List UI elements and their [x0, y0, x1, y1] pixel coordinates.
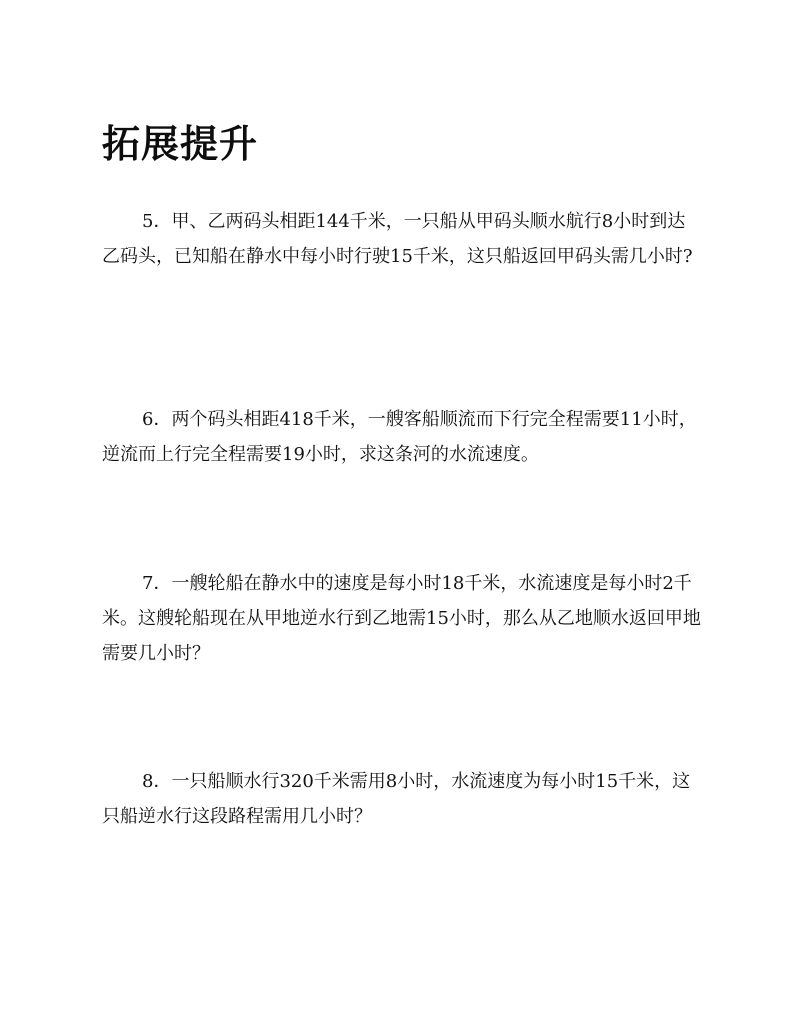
problem-8: 8．一只船顺水行320千米需用8小时，水流速度为每小时15千米，这只船逆水行这段路程需用几小时？	[102, 771, 691, 827]
problem-5: 5．甲、乙两码头相距144千米，一只船从甲码头顺水航行8小时到达乙码头，已知船在静水中每小时行驶15千米，这只船返回甲码头需几小时?	[102, 211, 693, 267]
section-title: 拓展提升	[102, 122, 259, 166]
problem-6: 6．两个码头相距418千米，一艘客船顺流而下行完全程需要11小时，逆流而上行完全程需要19小时，求这条河的水流速度。	[102, 409, 697, 465]
problem-7: 7．一艘轮船在静水中的速度是每小时18千米，水流速度是每小时2千米。这艘轮船现在从甲地逆水行到乙地需15小时，那么从乙地顺水返回甲地需要几小时？	[102, 573, 701, 664]
